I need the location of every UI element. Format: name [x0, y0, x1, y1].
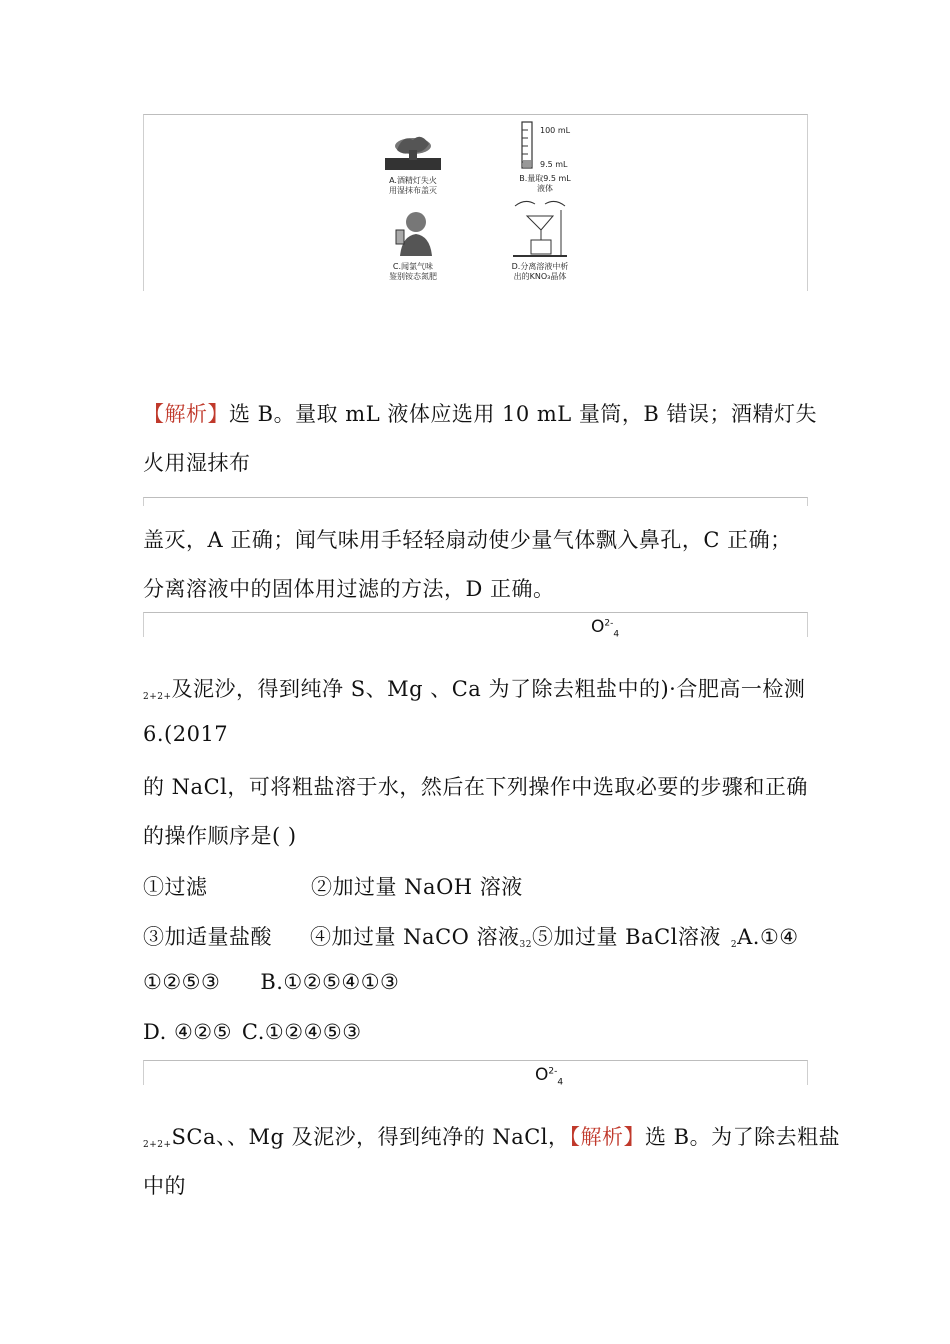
- choices-row-1: ①②⑤③ B.①②⑤④①③: [143, 970, 400, 994]
- caption-b-line1: B.量取9.5 mL: [519, 174, 571, 183]
- alcohol-lamp-fire-icon: [383, 128, 443, 172]
- figure-item-d: [500, 196, 580, 282]
- ion-sulfate-2: $O^{2-}_4$: [535, 1065, 564, 1088]
- caption-c-line1: C.闻氯气味: [392, 262, 434, 271]
- question-line1: $_{2+2+}$及泥沙，得到纯净 S、Mg 、Ca 为了除去粗盐中的)·合肥高一检测: [143, 677, 806, 702]
- figure-box: [143, 114, 808, 291]
- question-line4: 的操作顺序是( ): [143, 824, 297, 848]
- person-smelling-icon: [388, 208, 438, 258]
- figure-item-a: [378, 128, 448, 196]
- analysis1-line2: 火用湿抹布: [143, 451, 251, 475]
- analysis1-line4: 分离溶液中的固体用过滤的方法，D 正确。: [143, 577, 555, 601]
- caption-c-line2: 鉴别铵态氮肥: [389, 272, 437, 281]
- caption-d-line1: D.分离溶液中析: [511, 262, 569, 271]
- analysis2-line1: $_{2+2+}$SCa、、Mg 及泥沙，得到纯净的 NaCl，【解析】选 B。为了除去粗盐: [143, 1125, 841, 1150]
- option-1: ①过滤: [143, 875, 208, 899]
- figure-item-b: [500, 120, 590, 194]
- figure-item-c: [378, 208, 448, 282]
- choices-row-2: D. ④②⑤ C.①②④⑤③: [143, 1020, 362, 1044]
- charge-prefix: 2+2+: [143, 692, 172, 702]
- caption-b-line2: 液体: [537, 184, 553, 193]
- question-line3: 的 NaCl，可将粗盐溶于水，然后在下列操作中选取必要的步骤和正确: [143, 775, 808, 799]
- caption-d-line2: 出的KNO₃晶体: [513, 272, 567, 281]
- analysis1-line1: [143, 398, 817, 428]
- options-row-3: ③加适量盐酸 ④加过量 NaCO 溶液$_{32}$⑤加过量 BaCl溶液 $_2$A.①④: [143, 925, 799, 950]
- analysis2-line2: 中的: [143, 1174, 186, 1198]
- cylinder-mark-bottom: 9.5 mL: [540, 160, 568, 169]
- analysis1-line3: 盖灭，A 正确；闻气味用手轻轻扇动使少量气体飘入鼻孔，C 正确；: [143, 528, 792, 552]
- divider-box-1: [143, 497, 808, 506]
- question-number-line: 6.(2017: [143, 722, 229, 746]
- analysis1-text: 选 B。量取 mL 液体应选用 10 mL 量筒，B 错误；酒精灯失: [229, 402, 818, 426]
- filtration-apparatus-icon: [505, 196, 575, 258]
- option-2: ②加过量 NaOH 溶液: [311, 875, 523, 899]
- caption-a-line2: 用湿抹布盖灭: [389, 186, 437, 195]
- cylinder-mark-top: 100 mL: [540, 126, 571, 135]
- caption-a-line1: A.酒精灯失火: [389, 176, 437, 185]
- divider-box-2: [143, 612, 808, 640]
- divider-box-3: [143, 1060, 808, 1088]
- ion-sulfate-1: $O^{2-}_4$: [591, 617, 620, 640]
- analysis-tag: 【解析】: [143, 402, 229, 426]
